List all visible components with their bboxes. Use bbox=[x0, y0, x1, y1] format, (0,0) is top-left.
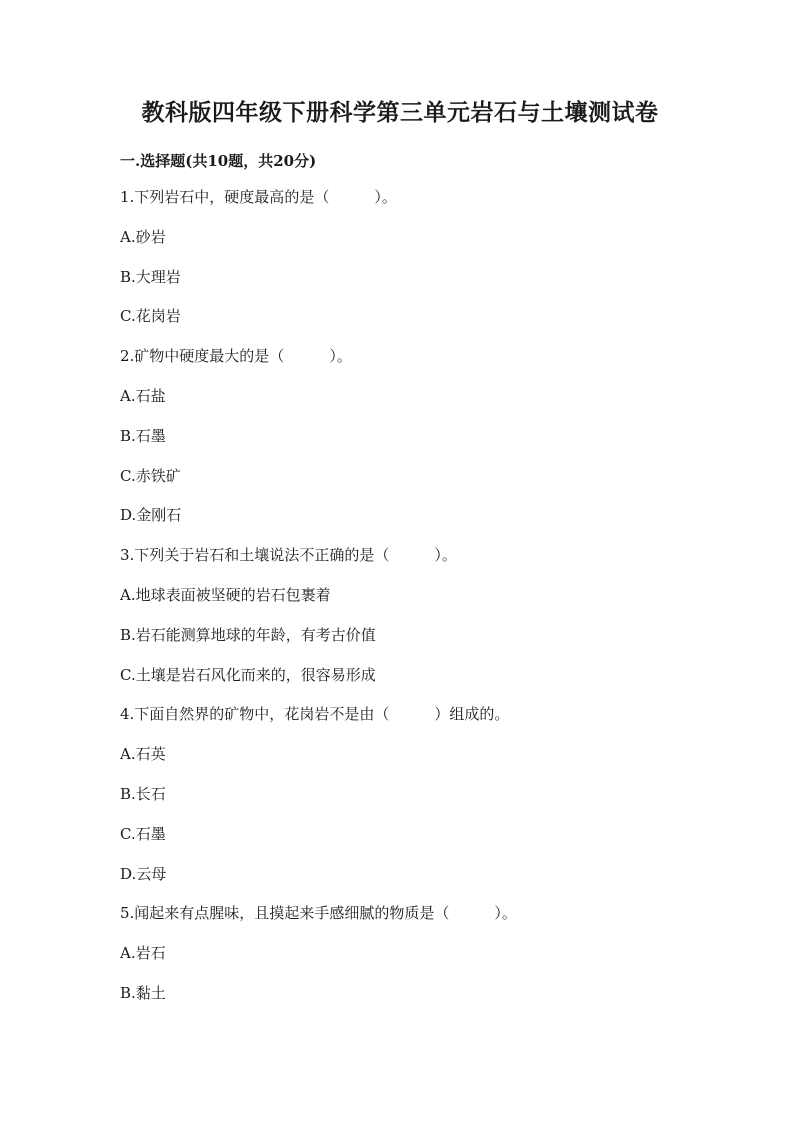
question-stem: 2.矿物中硬度最大的是（ ）。 bbox=[120, 347, 352, 366]
option-b: B.岩石能测算地球的年龄，有考古价值 bbox=[120, 625, 376, 644]
option-d: D.云母 bbox=[120, 864, 167, 883]
question-stem: 1.下列岩石中，硬度最高的是（ ）。 bbox=[120, 188, 397, 206]
option-c: C.花岗岩 bbox=[120, 307, 181, 326]
document-title: 教科版四年级下册科学第三单元岩石与土壤测试卷 bbox=[141, 99, 659, 126]
question-stem: 4.下面自然界的矿物中，花岗岩不是由（ ）组成的。 bbox=[120, 705, 510, 724]
option-b: B.石墨 bbox=[120, 426, 166, 445]
option-c: C.赤铁矿 bbox=[120, 466, 181, 485]
option-c: C.土壤是岩石风化而来的，很容易形成 bbox=[120, 665, 376, 684]
question-list bbox=[120, 186, 760, 1022]
question-4 bbox=[120, 703, 760, 884]
option-b: B.大理岩 bbox=[120, 267, 181, 286]
section-heading: 一.选择题(共10题，共20分) bbox=[120, 152, 317, 170]
option-a: A.砂岩 bbox=[120, 227, 166, 246]
option-a: A.岩石 bbox=[120, 944, 166, 963]
question-2 bbox=[120, 345, 760, 526]
question-3 bbox=[120, 544, 760, 685]
option-a: A.石盐 bbox=[120, 386, 166, 405]
question-stem: 5.闻起来有点腥味，且摸起来手感细腻的物质是（ ）。 bbox=[120, 904, 517, 923]
option-b: B.长石 bbox=[120, 784, 166, 803]
option-b: B.黏土 bbox=[120, 983, 166, 1002]
question-stem: 3.下列关于岩石和土壤说法不正确的是（ ）。 bbox=[120, 546, 457, 565]
question-5 bbox=[120, 902, 760, 1004]
option-a: A.地球表面被坚硬的岩石包裹着 bbox=[120, 585, 331, 604]
option-a: A.石英 bbox=[120, 745, 166, 764]
option-c: C.石墨 bbox=[120, 824, 166, 843]
question-1 bbox=[120, 186, 760, 327]
option-d: D.金刚石 bbox=[120, 506, 182, 525]
